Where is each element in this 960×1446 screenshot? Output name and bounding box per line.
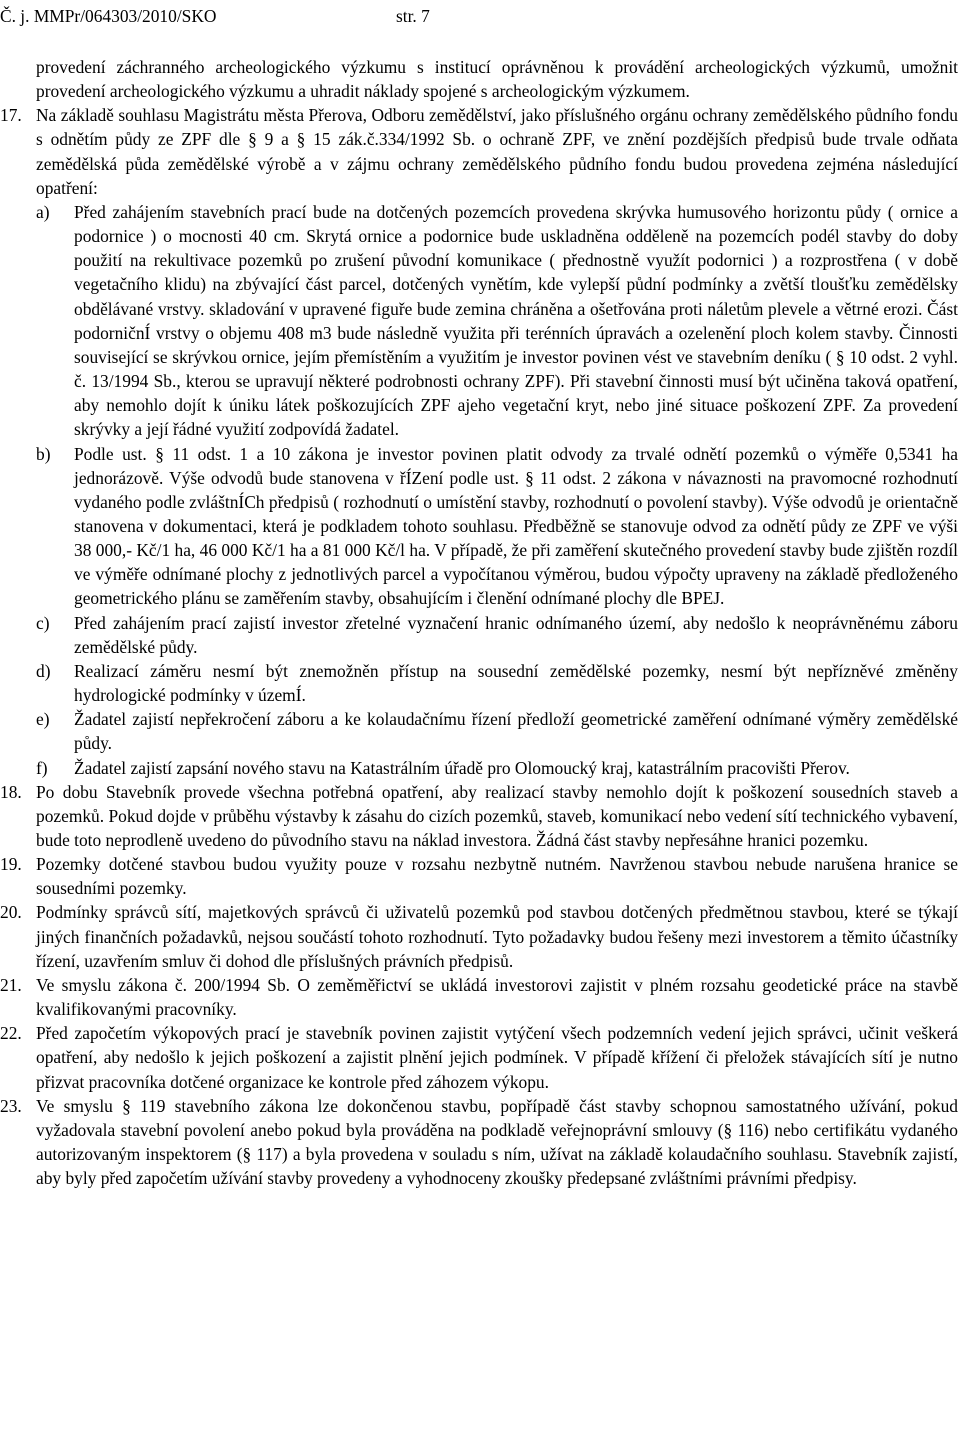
sub-item-b (36, 442, 958, 611)
sub-item-a (36, 200, 958, 442)
item-text: Ve smyslu § 119 stavebního zákona lze dokončenou stavbu, popřípadě část stavby schopnou samostatného užívání, pokud vyžadovala stavební povolení anebo pokud byla prováděna na podkladě veřejnoprávní smlouvy (§ 116) nebo certifikátu vydaného autorizovaným inspektorem (§ 117) a byla provedena v souladu s ním, užívat na základě kolaudačního souhlasu. Stavebník zajistí, aby byly před započetím užívání stavby provedeny a vyhodnoceny zkoušky předepsané zvláštními právními předpisy. (36, 1095, 958, 1189)
condition-item-19 (0, 852, 958, 900)
sub-item-letter: b) (36, 443, 51, 464)
item-number: 22. (0, 1023, 22, 1044)
item-number: 23. (0, 1095, 22, 1116)
item-text: Podmínky správců sítí, majetkových správců či uživatelů pozemků pod stavbou dotčených předmětnou stavbou, které se týkají jiných finančních požadavků, nejsou součástí tohoto rozhodnutí. Tyto požadavky budou řešeny mezi investorem a těmito účastníky řízení, uzavřením smluv či dohod dle příslušných právních předpisů. (36, 902, 958, 971)
item-number: 17. (0, 105, 22, 126)
item-number: 20. (0, 902, 22, 923)
item-text: Před započetím výkopových prací je stavebník povinen zajistit vytýčení všech podzemních vedení jejich správci, učinit veškerá opatření, aby nedošlo k jejich poškození a zajistit plnění jejich podmínek. V případě křížení či přeložek stávajících sítí je nutno přizvat pracovníka dotčené organizace ke kontrole před záhozem výkopu. (36, 1023, 958, 1092)
sub-item-c (36, 611, 958, 659)
sub-item-letter: e) (36, 709, 50, 730)
condition-item-23 (0, 1094, 958, 1191)
condition-item-22 (0, 1021, 958, 1093)
sub-item-f (36, 756, 958, 780)
sub-item-letter: d) (36, 660, 51, 681)
sub-item-text: Podle ust. § 11 odst. 1 a 10 zákona je investor povinen platit odvody za trvalé odnětí pozemků o výměře 0,5341 ha jednorázově. Výše odvodů bude stanovena v řÍZení podle ust. § 11 odst. 2 zákona v návaznosti na pravomocné rozhodnutí vydaného podle zvláštnÍCh předpisů ( rozhodnutí o umístění stavby, rozhodnutí o povolení stavby). Výše odvodů je orientačně stanovena v dokumentaci, která je podkladem tohoto souhlasu. Předběžně se stanovuje odvod za odnětí půdy ze ZPF ve výši 38 000,- Kč/1 ha, 46 000 Kč/1 ha a 81 000 Kč/l ha. V případě, že při zaměření skutečného provedení stavby bude zjištěn rozdíl ve výměře odnímané plochy z jednotlivých parcel a vypočítanou výměrou, budou výpočty upraveny na základě předloženého geometrického plánu se zaměřením stavby, obsahujícím i členění odnímané plochy dle BPEJ. (74, 443, 958, 609)
page-number: str. 7 (396, 6, 430, 26)
item-text: Po dobu Stavebník provede všechna potřebná opatření, aby realizací stavby nemohlo dojít k poškození sousedních staveb a pozemků. Pokud dojde v průběhu výstavby k zásahu do cizích pozemků, staveb, komunikací nebo vedení sítí technického vybavení, bude toto neprodleně uvedeno do původního stavu na náklad investora. Žádná část stavby nepřesáhne hranici pozemku. (36, 781, 958, 850)
item-text: Ve smyslu zákona č. 200/1994 Sb. O zeměměřictví se ukládá investorovi zajistit v plném rozsahu geodetické práce na stavbě kvalifikovanými pracovníky. (36, 974, 958, 1020)
document-body (0, 55, 958, 1190)
condition-item-20 (0, 900, 958, 972)
item-number: 18. (0, 781, 22, 802)
sub-item-letter: a) (36, 201, 50, 222)
item-number: 19. (0, 854, 22, 875)
item-text: Na základě souhlasu Magistrátu města Přerova, Odboru zemědělství, jako příslušného orgánu ochrany zemědělského půdního fondu s odnětím půdy ze ZPF dle § 9 a § 15 zák.č.334/1992 Sb. o ochraně ZPF, ve znění pozdějších předpisů bude trvale odňata zemědělská půda zemědělské výrobě a v zájmu ochrany zemědělského půdního fondu budou provedena zejména následující opatření: (36, 105, 958, 198)
sub-item-letter: f) (36, 757, 48, 778)
sub-item-letter: c) (36, 612, 50, 633)
file-reference: Č. j. MMPr/064303/2010/SKO (0, 6, 217, 26)
page-header (0, 4, 960, 30)
condition-item-18 (0, 780, 958, 852)
sub-item-d (36, 659, 958, 707)
sub-item-text: Před zahájením prací zajistí investor zřetelné vyznačení hranic odnímaného území, aby nedošlo k neoprávněnému záboru zemědělské půdy. (74, 612, 958, 657)
sub-item-e (36, 707, 958, 755)
item-text: Pozemky dotčené stavbou budou využity pouze v rozsahu nezbytně nutném. Navrženou stavbou nebude narušena hranice se sousedními pozemky. (36, 854, 958, 899)
sub-item-text: Žadatel zajistí zapsání nového stavu na Katastrálním úřadě pro Olomoucký kraj, katastrálním pracovišti Přerov. (74, 757, 850, 778)
sub-item-text: Realizací záměru nesmí být znemožněn přístup na sousední zemědělské pozemky, nesmí být nepřízněvé změněny hydrologické podmínky v územÍ. (74, 660, 958, 706)
condition-item-21 (0, 973, 958, 1021)
sub-item-text: Před zahájením stavebních prací bude na dotčených pozemcích provedena skrývka humusového horizontu půdy ( ornice a podornice ) o mocnosti 40 cm. Skrytá ornice a podornice bude uskladněna odděleně na pozemcích podél stavby do doby použití na rekultivace pozemků po zrušení původní komunikace ( přednostně využít podornici ) a rozprostřena ( v době vegetačního klidu) na zbývající část parcel, dotčených vynětím, kde vylepší půdní podmínky a zvětší tloušťku zemědělsky obdělávané vrstvy. skladování v upravené figuře bude zemina chráněna a ošetřována proti náletům plevele a větrné erozi. Část podorničnÍ vrstvy o objemu 408 m3 bude následně využita při terénních úpravách a ozelenění ploch kolem stavby. Činnosti související se skrývkou ornice, jejím přemístěním a využitím je investor povinen vést ve stavebním deníku ( § 10 odst. 2 vyhl. č. 13/1994 Sb., kterou se upravují některé podrobnosti ochrany ZPF). Při stavební činnosti musí být učiněna taková opatření, aby nemohlo dojít k úniku látek poškozujících ZPF ajeho vegetační kryt, nebo jiné situace poškození ZPF. Za provedení skrývky a její řádné využití zodpovídá žadatel. (74, 201, 958, 440)
intro-paragraph: provedení záchranného archeologického výzkumu s institucí oprávněnou k provádění archeologických výzkumů, umožnit provedení archeologického výzkumu a uhradit náklady spojené s archeologickým výzkumem. (36, 57, 958, 102)
item-number: 21. (0, 974, 22, 995)
sub-item-text: Žadatel zajistí nepřekročení záboru a ke kolaudačnímu řízení předloží geometrické zaměření odnímané výměry zemědělské půdy. (74, 709, 958, 754)
condition-item-17 (0, 103, 958, 200)
